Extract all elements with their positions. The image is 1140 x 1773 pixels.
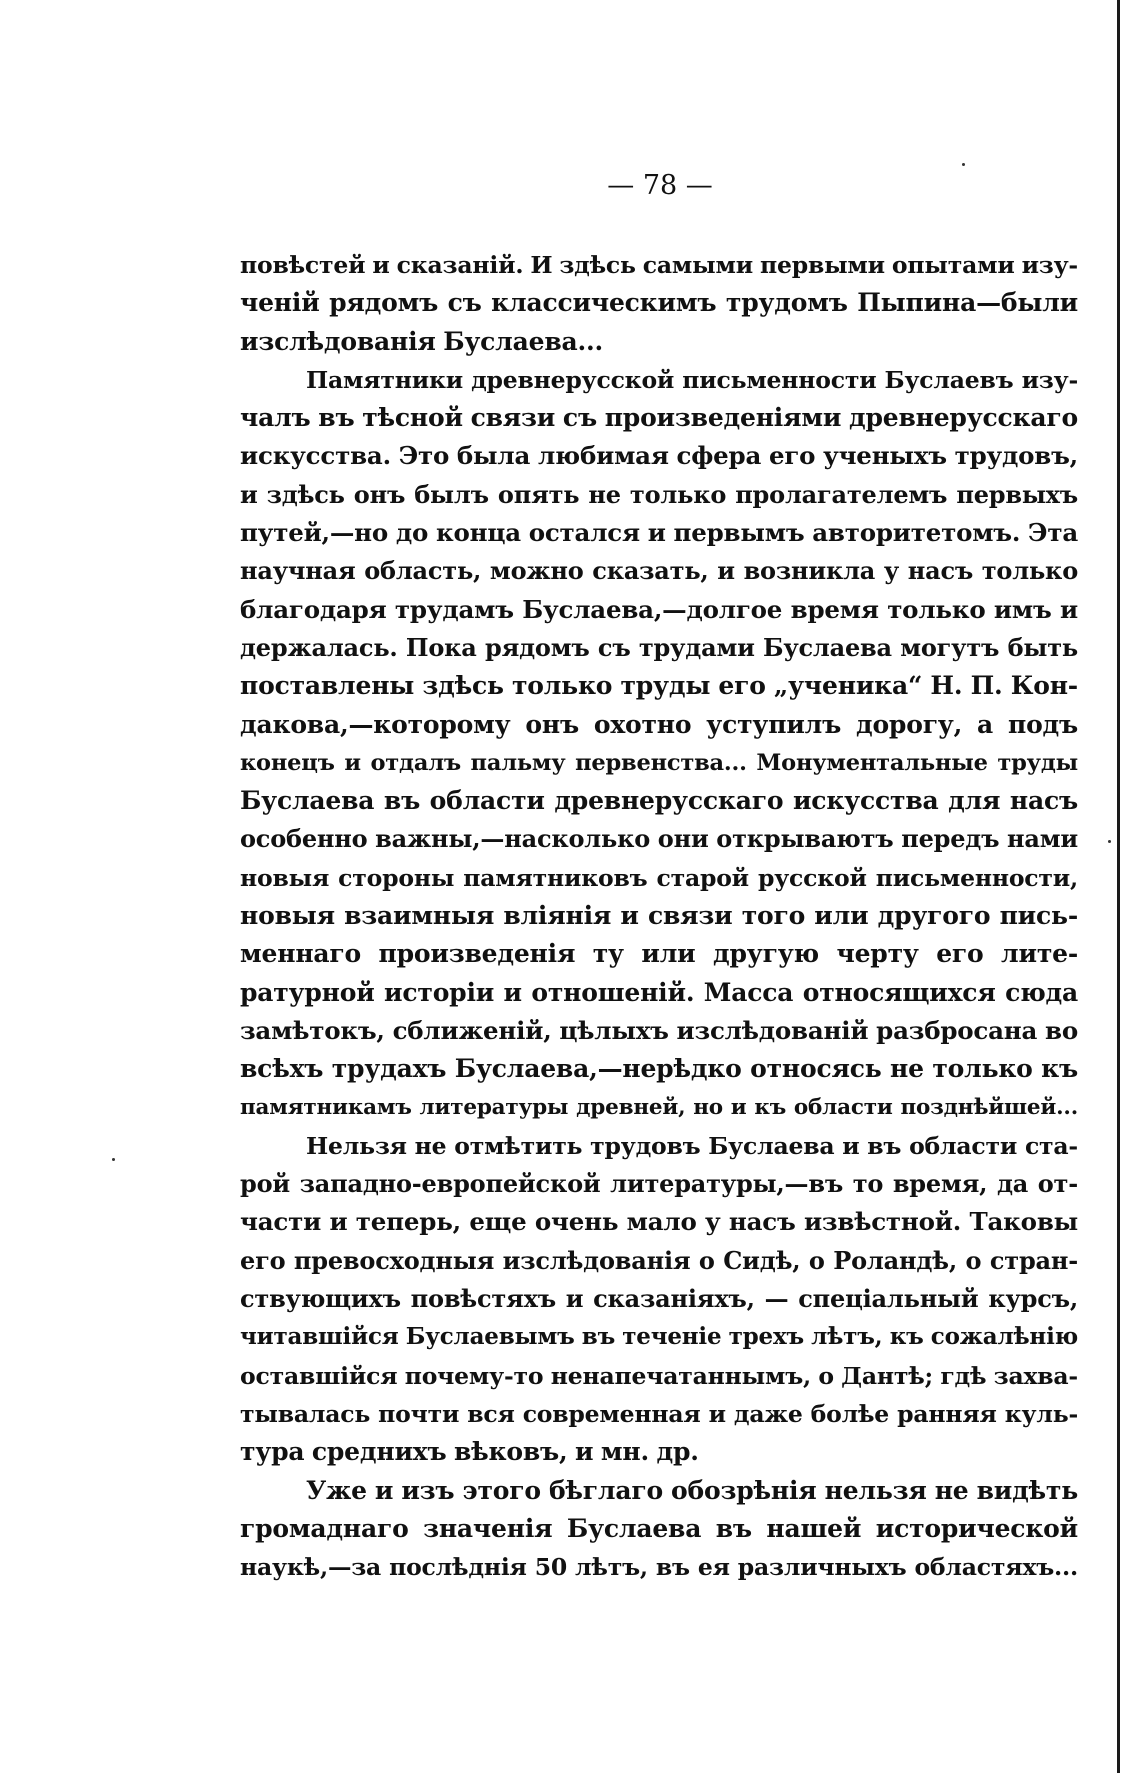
text-line: изслѣдованія Буслаева... <box>240 326 603 356</box>
scan-speck <box>112 1158 115 1161</box>
text-line: ствующихъ повѣстяхъ и сказаніяхъ, — спеціальный курсъ, <box>240 1284 1078 1314</box>
scan-edge-line <box>1117 0 1120 1773</box>
text-line: Уже и изъ этого бѣглаго обозрѣнія нельзя не видѣть <box>306 1475 1078 1505</box>
scan-speck <box>1108 840 1111 843</box>
text-line: замѣтокъ, сближеній, цѣлыхъ изслѣдованій разбросана во <box>240 1015 1078 1045</box>
text-line: Памятники древнерусской письменности Буслаевъ изу- <box>306 365 1078 394</box>
text-line: громаднаго значенія Буслаева въ нашей исторической <box>240 1513 1078 1543</box>
text-line: дакова,—которому онъ охотно уступилъ дорогу, а подъ <box>240 709 1078 739</box>
text-line: чалъ въ тѣсной связи съ произведеніями древнерусскаго <box>240 403 1078 433</box>
text-line: поставлены здѣсь только труды его „ученика“ Н. П. Кон- <box>240 671 1078 701</box>
text-line: научная область, можно сказать, и возникла у насъ только <box>240 556 1078 586</box>
text-line: ратурной исторіи и отношеній. Масса относящихся сюда <box>240 977 1078 1007</box>
text-line: новыя стороны памятниковъ старой русской письменности, <box>240 863 1078 892</box>
text-line: новыя взаимныя вліянія и связи того или другого пись- <box>240 901 1078 931</box>
text-line: меннаго произведенія ту или другую черту его лите- <box>240 939 1078 969</box>
text-line: тура среднихъ вѣковъ, и мн. др. <box>240 1437 699 1467</box>
text-line: памятникамъ литературы древней, но и къ области позднѣйшей... <box>240 1094 1078 1120</box>
text-line: наукѣ,—за послѣднія 50 лѣтъ, въ ея различныхъ областяхъ... <box>240 1553 1078 1582</box>
text-line: рой западно-европейской литературы,—въ то время, да от- <box>240 1169 1078 1199</box>
text-line: тывалась почти вся современная и даже болѣе ранняя куль- <box>240 1399 1078 1428</box>
text-line: держалась. Пока рядомъ съ трудами Буслаева могутъ быть <box>240 632 1078 662</box>
text-line: читавшійся Буслаевымъ въ теченіе трехъ лѣтъ, къ сожалѣнію <box>240 1323 1078 1351</box>
body-text <box>240 246 1078 1586</box>
text-line: особенно важны,—насколько они открываютъ передъ нами <box>240 824 1078 854</box>
text-line: и здѣсь онъ былъ опять не только пролагателемъ первыхъ <box>240 479 1078 509</box>
text-line: повѣстей и сказаній. И здѣсь самыми первыми опытами изу- <box>240 251 1078 279</box>
text-line: оставшійся почему-то ненапечатаннымъ, о Дантѣ; гдѣ захва- <box>240 1361 1078 1390</box>
text-line: части и теперь, еще очень мало у насъ извѣстной. Таковы <box>240 1207 1078 1237</box>
page-number: — 78 — <box>607 170 713 201</box>
text-line: ченій рядомъ съ классическимъ трудомъ Пыпина—были <box>240 288 1078 318</box>
text-line: искусства. Это была любимая сфера его ученыхъ трудовъ, <box>240 441 1078 471</box>
text-line: путей,—но до конца остался и первымъ авторитетомъ. Эта <box>240 518 1078 548</box>
text-line: его превосходныя изслѣдованія о Сидѣ, о Роландѣ, о стран- <box>240 1245 1078 1275</box>
text-line: конецъ и отдалъ пальму первенства... Монументальные труды <box>240 749 1078 776</box>
text-line: всѣхъ трудахъ Буслаева,—нерѣдко относясь не только къ <box>240 1054 1078 1084</box>
text-line: Нельзя не отмѣтить трудовъ Буслаева и въ области ста- <box>306 1131 1078 1160</box>
text-line: Буслаева въ области древнерусскаго искусства для насъ <box>240 786 1078 816</box>
scan-speck <box>962 163 965 166</box>
text-line: благодаря трудамъ Буслаева,—долгое время только имъ и <box>240 594 1078 624</box>
